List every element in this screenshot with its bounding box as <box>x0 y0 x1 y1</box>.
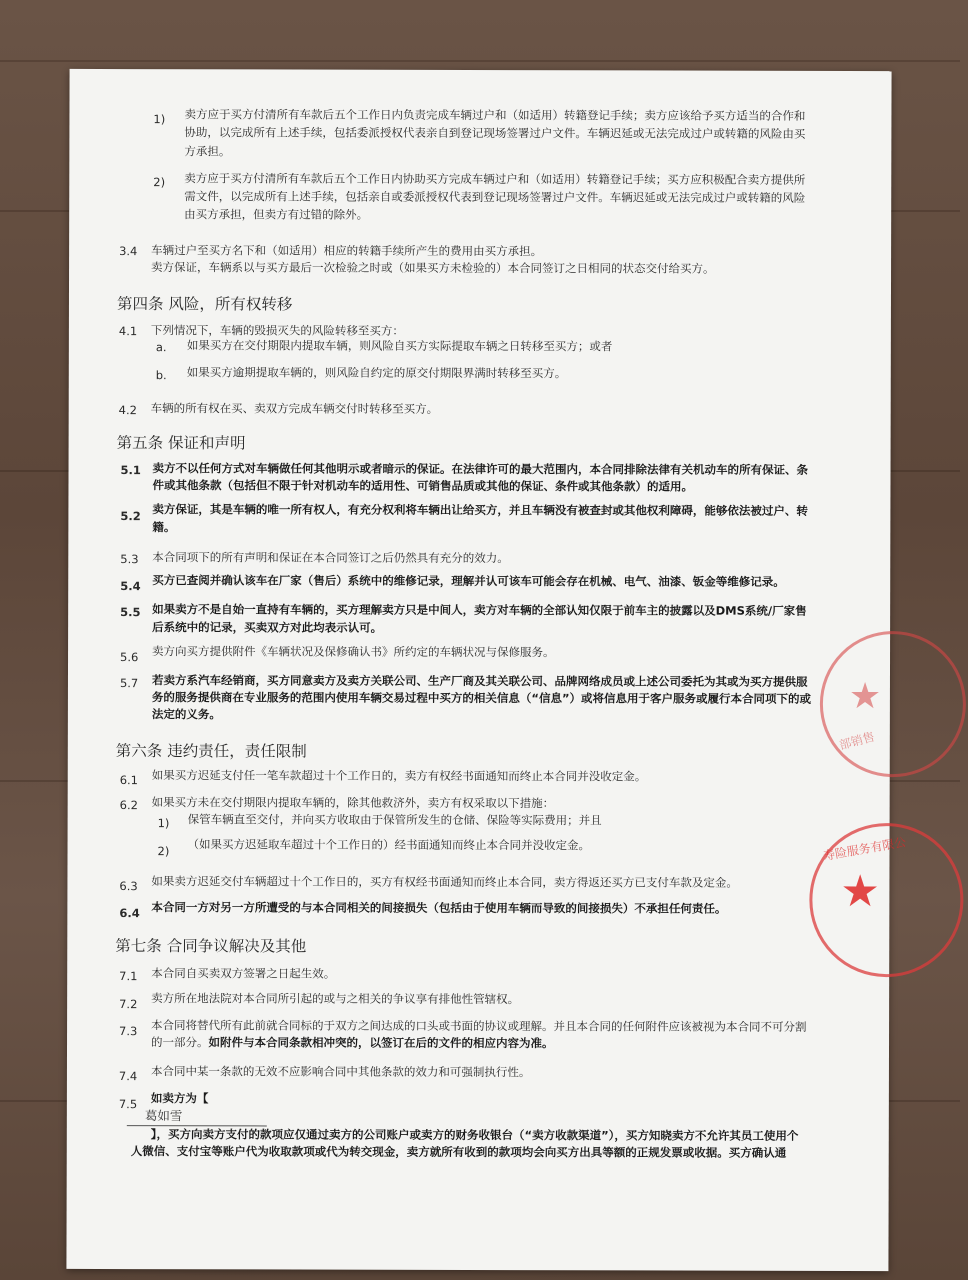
clause-5-2-line: 卖方保证，其是车辆的唯一所有权人，有充分权利将车辆出让给买方，并且车辆没有被查封或其他权利障碍，能够依法被过户、转 <box>152 502 808 518</box>
stamp-star-icon: ★ <box>840 865 880 918</box>
clause-7-3-bold: 如附件与本合同条款相冲突的，以签订在后的文件的相应内容为准。 <box>208 1035 554 1051</box>
clause-4-1: 下列情况下，车辆的毁损灭失的风险转移至买方： <box>150 323 404 338</box>
list-item-number: 1) <box>153 112 166 127</box>
clause-number: 6.4 <box>119 906 140 921</box>
clause-number: 3.4 <box>119 244 138 259</box>
clause-5-7-line: 若卖方系汽车经销商，买方同意卖方及卖方关联公司、生产厂商及其关联公司、品牌网络成员或上述公司委托为其或为买方提供服 <box>151 673 808 689</box>
clause-number: 4.2 <box>118 403 137 418</box>
sub-item-number: 1) <box>157 816 170 831</box>
clause-number: 6.3 <box>119 879 138 894</box>
article-5-title: 第五条 保证和声明 <box>116 434 246 453</box>
clause-number: 6.2 <box>119 798 138 813</box>
clause-number: 5.4 <box>120 579 141 594</box>
clause-number: 5.2 <box>120 509 141 524</box>
clause-7-1: 本合同自买卖双方签署之日起生效。 <box>151 966 336 981</box>
clause-5-1-line: 件或其他条款（包括但不限于针对机动车的适用性、可销售品质或其他的保证、条件或其他条款）的适用。 <box>152 478 693 494</box>
clause-number: 5.6 <box>120 650 139 665</box>
red-stamp-top <box>820 631 966 777</box>
clause-6-2: 如果买方未在交付期限内提取车辆的，除其他救济外，卖方有权采取以下措施： <box>151 795 555 811</box>
seller-name: 葛如雪 <box>144 1108 183 1124</box>
clause-number: 7.5 <box>118 1097 138 1112</box>
clause-number: 4.1 <box>118 324 138 339</box>
clause-5-5-line: 如果卖方不是自始一直持有车辆的，买方理解卖方只是中间人，卖方对车辆的全部认知仅限于前车主的披露以及DMS系统/厂家售 <box>152 602 807 618</box>
clause-number: 6.1 <box>119 773 139 788</box>
list-item-2-line: 卖方应于买方付清所有车款后五个工作日内协助买方完成车辆过户和（如适用）转籍登记手续；买方应积极配合卖方提供所 <box>184 171 806 187</box>
clause-7-5-line: 人微信、支付宝等账户代为收取款项或代为转交现金，卖方就所有收到的款项均会向买方出具等额的正规发票或收据。买方确认通 <box>130 1144 787 1160</box>
clause-number: 7.1 <box>119 969 138 984</box>
clause-4-2: 车辆的所有权在买、卖双方完成车辆交付时转移至买方。 <box>150 401 439 416</box>
clause-7-3-line <box>151 1033 554 1052</box>
list-item-1-line: 协助，以完成所有上述手续，包括委派授权代表亲自到登记现场签署过户文件。车辆迟延或无法完成过户或转籍的风险由买 <box>184 125 806 141</box>
clause-7-2: 卖方所在地法院对本合同所引起的或与之相关的争议享有排他性管辖权。 <box>151 991 520 1007</box>
clause-5-6: 卖方向买方提供附件《车辆状况及保修确认书》所约定的车辆状况与保修服务。 <box>152 644 555 660</box>
clause-5-2-line: 籍。 <box>152 520 176 535</box>
clause-5-3: 本合同项下的所有声明和保证在本合同签订之后仍然具有充分的效力。 <box>152 550 509 566</box>
clause-6-2-2: （如果买方迟延取车超过十个工作日的）经书面通知而终止本合同并没收定金。 <box>187 837 591 853</box>
clause-7-4: 本合同中某一条款的无效不应影响合同中其他条款的效力和可强制执行性。 <box>150 1064 531 1080</box>
clause-number: 5.3 <box>120 552 139 567</box>
clause-5-1-line: 卖方不以任何方式对车辆做任何其他明示或者暗示的保证。在法律许可的最大范围内，本合同排除法律有关机动车的所有保证、条 <box>152 461 809 477</box>
clause-3-4-line: 车辆过户至买方名下和（如适用）相应的转籍手续所产生的费用由买方承担。 <box>151 243 543 259</box>
clause-number: 7.2 <box>119 997 138 1012</box>
clause-4-1-b: 如果买方逾期提取车辆的，则风险自约定的原交付期限界满时转移至买方。 <box>186 365 567 381</box>
article-6-title: 第六条 违约责任，责任限制 <box>115 742 307 761</box>
clause-7-5-line: 】，买方向卖方支付的款项应仅通过卖方的公司账户或卖方的财务收银台（“卖方收款渠道”），买方知晓卖方不允许其员工使用个 <box>150 1127 799 1143</box>
clause-5-7-line: 务的服务提供商在专业服务的范围内使用车辆交易过程中买方的相关信息（“信息”）或将信息用于客户服务或履行本合同项下的或 <box>151 690 812 706</box>
clause-number: 5.5 <box>120 605 141 620</box>
clause-number: 7.4 <box>118 1069 138 1084</box>
clause-number: 7.3 <box>119 1024 138 1039</box>
clause-5-4: 买方已查阅并确认该车在厂家（售后）系统中的维修记录，理解并认可该车可能会存在机械、电气、油漆、钣金等维修记录。 <box>152 573 785 589</box>
clause-7-5-label: 如卖方为【 <box>150 1091 209 1106</box>
list-item-1-line: 卖方应于买方付清所有车款后五个工作日内负责完成车辆过户和（如适用）转籍登记手续；卖方应该给予买方适当的合作和 <box>184 107 806 123</box>
clause-3-4-line: 卖方保证，车辆系以与买方最后一次检验之时或（如果买方未检验的）本合同签订之日相同的状态交付给买方。 <box>151 260 715 276</box>
sub-item-number: a. <box>155 340 167 355</box>
clause-5-7-line: 法定的义务。 <box>151 707 221 722</box>
clause-6-2-1: 保管车辆直至交付，并向买方收取由于保管所发生的仓储、保险等实际费用；并且 <box>187 812 602 828</box>
list-item-number: 2) <box>153 175 166 190</box>
clause-6-3: 如果卖方迟延交付车辆超过十个工作日的，买方有权经书面通知而终止本合同，卖方得返还买方已支付车款及定金。 <box>151 874 738 890</box>
clause-5-5-line: 后系统中的记录，买卖双方对此均表示认可。 <box>152 620 383 635</box>
sub-item-number: b. <box>155 368 167 383</box>
clause-7-3-line: 本合同将替代所有此前就合同标的于双方之间达成的口头或书面的协议或理解。并且本合同的任何附件应该被视为本合同不可分割 <box>151 1018 807 1034</box>
list-item-2-line: 由买方承担，但卖方有过错的除外。 <box>184 207 369 222</box>
list-item-1-line: 方承担。 <box>184 144 231 159</box>
article-4-title: 第四条 风险，所有权转移 <box>116 295 293 314</box>
clause-7-3-normal: 的一部分。 <box>151 1035 209 1050</box>
clause-number: 5.1 <box>120 463 141 478</box>
clause-6-1: 如果买方迟延支付任一笔车款超过十个工作日的，卖方有权经书面通知而终止本合同并没收定金。 <box>151 768 647 784</box>
clause-4-1-a: 如果买方在交付期限内提取车辆，则风险自买方实际提取车辆之日转移至买方；或者 <box>186 338 613 354</box>
contract-page <box>66 69 908 1271</box>
clause-6-4: 本合同一方对另一方所遭受的与本合同相关的间接损失（包括由于使用车辆而导致的间接损失）不承担任何责任。 <box>151 900 727 916</box>
article-7-title: 第七条 合同争议解决及其他 <box>115 937 307 956</box>
sub-item-number: 2) <box>157 844 170 859</box>
stamp-text: 部销售 <box>837 729 877 753</box>
clause-number: 5.7 <box>119 676 139 691</box>
stamp-star-icon: ★ <box>848 675 882 718</box>
list-item-2-line: 需文件，以完成所有上述手续，包括亲自或委派授权代表到登记现场签署过户文件。车辆迟延或无法完成过户或转籍的风险 <box>184 189 806 205</box>
red-stamp-bottom <box>809 823 963 977</box>
stamp-text: 寿险服务有限公 <box>822 834 908 864</box>
